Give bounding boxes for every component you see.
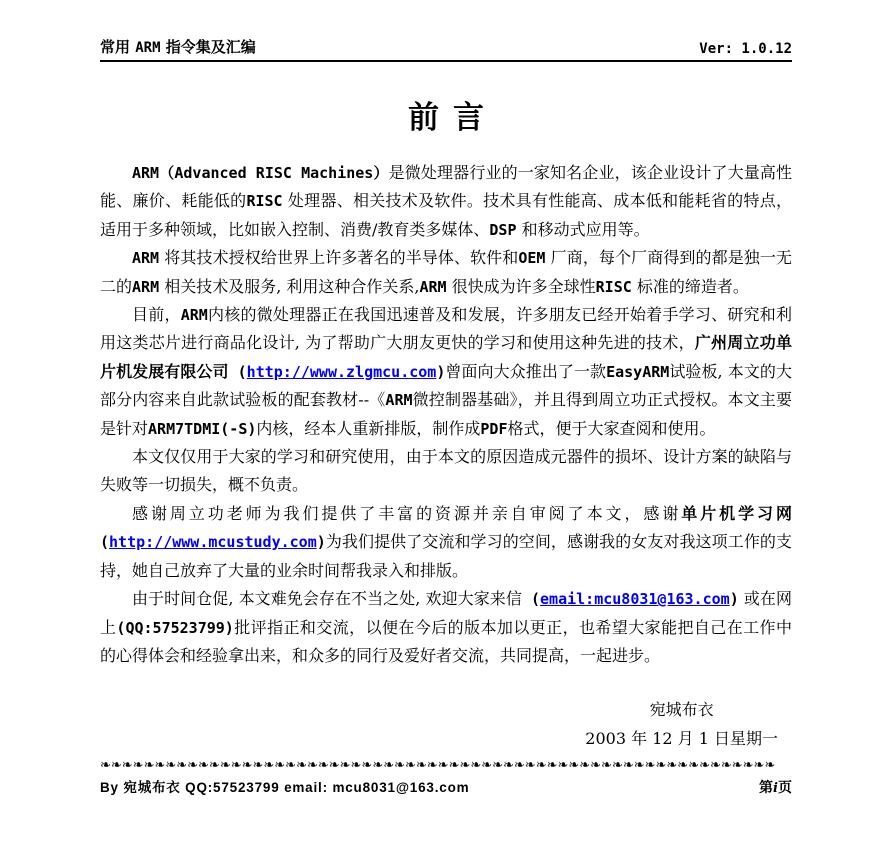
text-segment: 将其技术授权给世界上许多著名的半导体、软件和 (159, 248, 519, 268)
text-segment: 单片机学习网 (681, 503, 792, 523)
text-segment: ARM（Advanced RISC Machines） (132, 164, 389, 182)
text-segment: RISC (246, 192, 283, 211)
text-segment: ARM (135, 40, 161, 56)
text-segment: ARM (385, 391, 413, 410)
text-segment: 格式，便于大家查阅和使用。 (507, 418, 716, 438)
paragraph-feedback (100, 585, 792, 670)
text-segment: PDF (480, 419, 508, 438)
text-segment: ( (521, 590, 541, 609)
text-segment: ARM (419, 277, 447, 296)
paragraph-arm-intro (100, 159, 792, 244)
text-segment: ARM7TDMI(-S) (148, 419, 257, 438)
text-segment: DSP (489, 220, 517, 239)
hyperlink[interactable]: email:mcu8031@163.com (540, 590, 730, 609)
text-segment: 指令集及汇编 (160, 38, 256, 56)
text-segment: 本文仅仅用于大家的学习和研究使用，由于本文的原因造成元器件的损坏、设计方案的缺陷与失败等一切损失，概不负责。 (100, 447, 792, 495)
header-document-title (100, 36, 256, 57)
text-segment: 由于时间仓促, 本文难免会存在不当之处, 欢迎大家来信 (132, 589, 522, 609)
page-content (100, 36, 792, 753)
text-segment: 相关技术及服务, 利用这种合作关系, (159, 276, 420, 296)
text-segment: 是微处理器行业的一家知名企业，该企业设计了大量高性能、廉价、耗能低的 (100, 163, 792, 211)
text-segment: ARM (132, 277, 160, 296)
text-segment: 或在网上 (100, 589, 792, 637)
text-segment: ) (729, 590, 739, 609)
footer-byline: By 宛城布衣 QQ:57523799 email: mcu8031@163.com (100, 780, 470, 795)
text-segment: ( (228, 362, 247, 381)
page-number-prefix: 第 (759, 780, 774, 796)
text-segment: ARM (180, 306, 208, 325)
body-text (100, 159, 792, 670)
page-title: 前言 (408, 100, 498, 136)
paragraph-disclaimer (100, 443, 792, 500)
signature-author: 宛城布衣 (649, 700, 714, 720)
ornament-divider: ❧❧❧❧❧❧❧❧❧❧❧❧❧❧❧❧❧❧❧❧❧❧❧❧❧❧❧❧❧❧❧❧❧❧❧❧❧❧❧❧❧❧❧❧❧❧❧❧❧❧❧❧❧❧❧❧❧❧❧❧❧❧ (100, 758, 776, 773)
hyperlink[interactable]: http://www.zlgmcu.com (246, 362, 437, 381)
text-segment: 标准的缔造者。 (631, 276, 749, 296)
text-segment: 很快成为许多全球性 (446, 276, 596, 296)
page-footer (100, 758, 792, 797)
footer-page-number (759, 777, 792, 797)
text-segment: RISC (595, 277, 632, 296)
text-segment: 曾面向大众推出了一款 (445, 361, 607, 381)
signature-date: 2003 年 12 月 1 日星期一 (585, 728, 778, 748)
text-segment: (QQ:57523799) (116, 618, 234, 637)
page-number-suffix: 页 (778, 780, 792, 796)
text-segment: 厂商，每个厂商得到的都是独一无二的 (100, 248, 792, 296)
text-segment: 感谢周立功老师为我们提供了丰富的资源并亲自审阅了本文，感谢 (132, 503, 682, 523)
text-segment: 常用 (100, 38, 136, 56)
paragraph-acknowledgements (100, 500, 792, 585)
text-segment: 内核的微处理器正在我国迅速普及和发展，许多朋友已经开始着手学习、研究和利用这类芯片进行商品化设计, 为了帮助广大朋友更快的学习和使用这种先进的技术， (100, 305, 792, 353)
text-segment: OEM (518, 249, 546, 268)
text-segment: ( (100, 533, 110, 552)
paragraph-background (100, 301, 792, 443)
text-segment: ) (316, 533, 326, 552)
text-segment: 处理器、相关技术及软件。技术具有性能高、成本低和能耗省的特点，适用于多种领域，比如嵌入控制、消费/教育类多媒体、 (100, 191, 792, 239)
text-segment: 内核，经本人重新排版，制作成 (256, 418, 481, 438)
text-segment: 批评指正和交流，以便在今后的版本加以更正，也希望大家能把自己在工作中的心得体会和经验拿出来，和众多的同行及爱好者交流，共同提高，一起进步。 (100, 617, 792, 665)
text-segment: 目前， (132, 305, 181, 325)
text-segment: 为我们提供了交流和学习的空间，感谢我的女友对我这项工作的支持，她自己放弃了大量的业余时间帮我录入和排版。 (100, 532, 792, 580)
text-segment: 和移动式应用等。 (516, 219, 650, 239)
text-segment: 广州周立功单片机发展有限公司 (100, 333, 792, 381)
text-segment: 试验板, 本文的大部分内容来自此款试验板的配套教材--《 (100, 361, 792, 410)
page-number-value: i (773, 781, 778, 796)
paragraph-arm-licensing (100, 244, 792, 301)
signature-block (100, 696, 792, 753)
page-header (100, 36, 792, 62)
header-version-label: Ver: 1.0.12 (699, 41, 792, 57)
text-segment: EasyARM (606, 362, 670, 381)
hyperlink[interactable]: http://www.mcustudy.com (109, 533, 317, 552)
text-segment: ) (436, 362, 446, 381)
text-segment: 微控制器基础》，并且得到周立功正式授权。本文主要是针对 (100, 390, 792, 438)
text-segment: ARM (132, 249, 160, 268)
